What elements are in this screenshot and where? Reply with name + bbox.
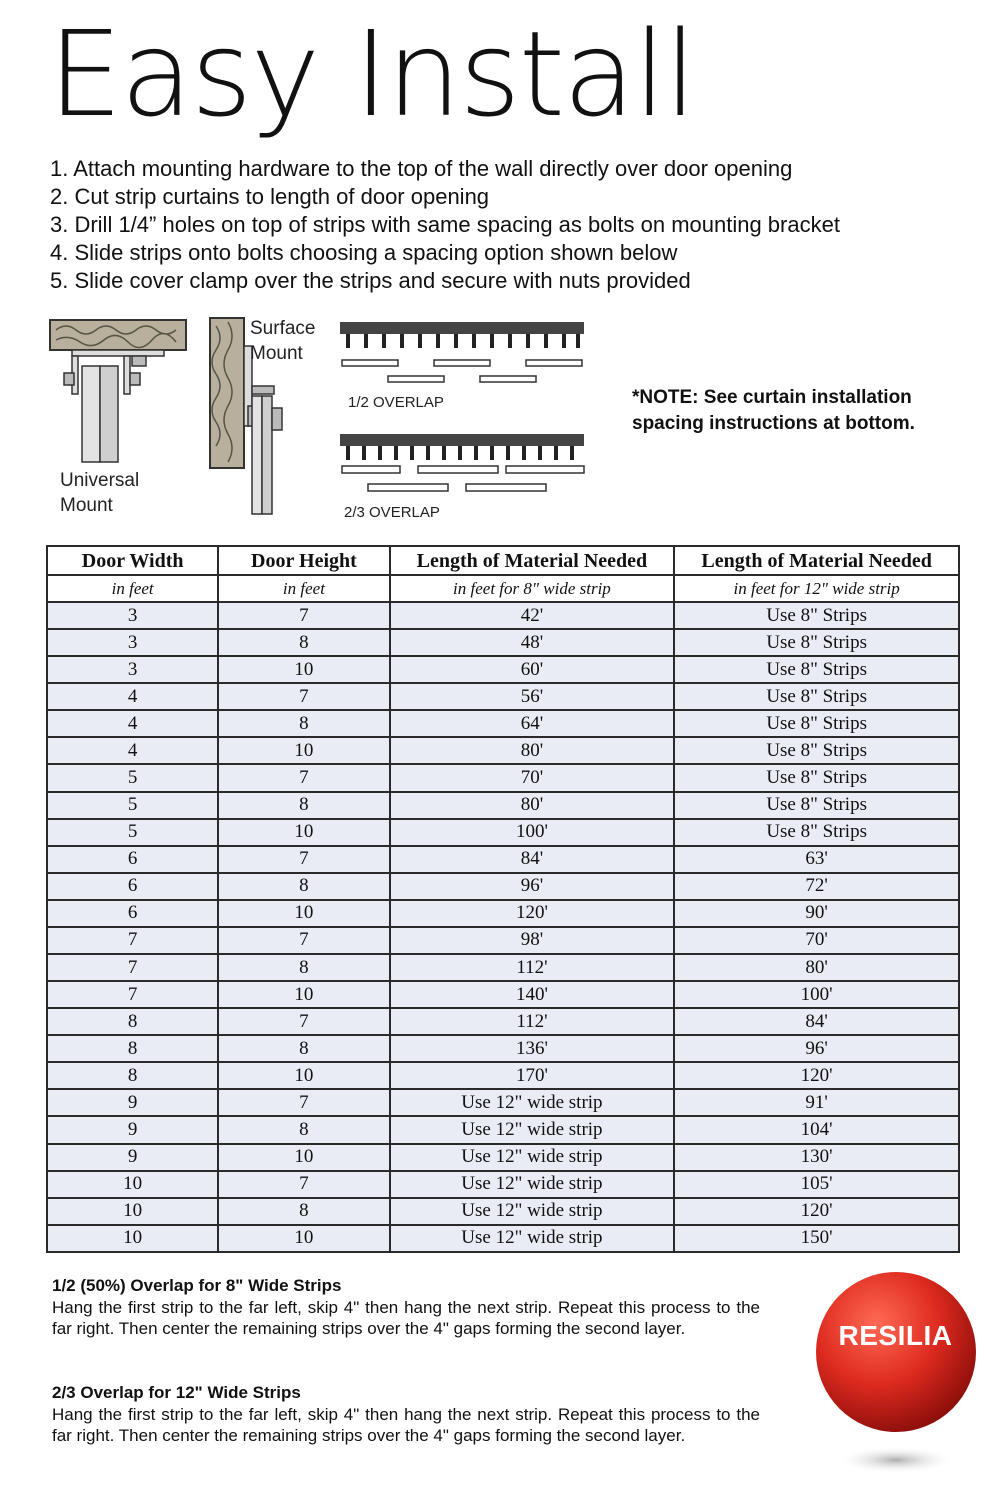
- units-material-12in: in feet for 12" wide strip: [674, 575, 959, 602]
- table-row: [47, 1062, 959, 1089]
- table-row: [47, 1089, 959, 1116]
- cell-material-12in: 91': [674, 1089, 959, 1116]
- cell-material-12in: Use 8" Strips: [674, 629, 959, 656]
- cell-door-width: 5: [47, 819, 218, 846]
- cell-material-12in: Use 8" Strips: [674, 710, 959, 737]
- universal-mount-label: [60, 468, 139, 518]
- table-row: [47, 1116, 959, 1143]
- cell-door-width: 3: [47, 656, 218, 683]
- table-row: [47, 737, 959, 764]
- cell-door-width: 10: [47, 1225, 218, 1252]
- cell-door-width: 9: [47, 1089, 218, 1116]
- table-row: [47, 683, 959, 710]
- cell-door-width: 8: [47, 1035, 218, 1062]
- table-row: [47, 792, 959, 819]
- cell-door-height: 8: [218, 954, 389, 981]
- step-2: 2. Cut strip curtains to length of door opening: [50, 184, 490, 209]
- cell-door-width: 3: [47, 629, 218, 656]
- cell-door-height: 10: [218, 1062, 389, 1089]
- table-row: [47, 656, 959, 683]
- instruction-body-half: Hang the first strip to the far left, skip 4" then hang the next strip. Repeat this process to the far right. Then center the remaining strips over the 4" gaps forming the second layer.: [52, 1297, 760, 1338]
- instruction-block-two-thirds: [52, 1382, 760, 1447]
- instruction-heading-two-thirds: 2/3 Overlap for 12" Wide Strips: [52, 1383, 301, 1402]
- cell-door-height: 8: [218, 1116, 389, 1143]
- two-thirds-overlap-label: 2/3 OVERLAP: [344, 504, 440, 521]
- cell-door-height: 10: [218, 656, 389, 683]
- table-row: [47, 819, 959, 846]
- cell-material-12in: 120': [674, 1198, 959, 1225]
- cell-door-height: 7: [218, 764, 389, 791]
- cell-door-width: 4: [47, 683, 218, 710]
- cell-door-height: 7: [218, 683, 389, 710]
- material-length-table: [46, 545, 960, 1253]
- table-row: [47, 1198, 959, 1225]
- page-title: Easy Install: [48, 5, 695, 143]
- cell-material-8in: Use 12" wide strip: [390, 1089, 675, 1116]
- mounting-diagrams: [40, 312, 620, 532]
- table-row: [47, 710, 959, 737]
- cell-material-12in: 70': [674, 927, 959, 954]
- header-door-height: Door Height: [218, 546, 389, 575]
- cell-material-12in: Use 8" Strips: [674, 737, 959, 764]
- cell-door-width: 5: [47, 792, 218, 819]
- cell-door-width: 6: [47, 846, 218, 873]
- cell-door-height: 10: [218, 737, 389, 764]
- cell-door-height: 8: [218, 710, 389, 737]
- cell-door-width: 9: [47, 1116, 218, 1143]
- cell-material-12in: 80': [674, 954, 959, 981]
- cell-material-8in: 112': [390, 954, 675, 981]
- table-row: [47, 954, 959, 981]
- cell-door-height: 8: [218, 629, 389, 656]
- note-line-2: spacing instructions at bottom.: [632, 413, 915, 434]
- table-row: [47, 764, 959, 791]
- cell-door-height: 8: [218, 792, 389, 819]
- header-material-12in: Length of Material Needed: [674, 546, 959, 575]
- cell-door-width: 10: [47, 1198, 218, 1225]
- table-row: [47, 873, 959, 900]
- instruction-body-two-thirds: Hang the first strip to the far left, skip 4" then hang the next strip. Repeat this process to the far right. Then center the remaining strips over the 4" gaps forming the second layer.: [52, 1404, 760, 1445]
- cell-door-height: 7: [218, 927, 389, 954]
- table-row: [47, 900, 959, 927]
- cell-material-12in: 96': [674, 1035, 959, 1062]
- cell-door-width: 7: [47, 927, 218, 954]
- cell-door-height: 7: [218, 602, 389, 629]
- cell-door-width: 4: [47, 737, 218, 764]
- cell-material-8in: 98': [390, 927, 675, 954]
- table-row: [47, 602, 959, 629]
- units-door-height: in feet: [218, 575, 389, 602]
- table-row: [47, 927, 959, 954]
- cell-material-8in: Use 12" wide strip: [390, 1144, 675, 1171]
- cell-door-width: 8: [47, 1008, 218, 1035]
- cell-door-height: 10: [218, 981, 389, 1008]
- cell-door-height: 7: [218, 846, 389, 873]
- cell-door-height: 10: [218, 1225, 389, 1252]
- cell-material-8in: 100': [390, 819, 675, 846]
- cell-material-12in: 130': [674, 1144, 959, 1171]
- two-thirds-overlap-diagram: [338, 430, 588, 502]
- cell-material-8in: 56': [390, 683, 675, 710]
- cell-door-height: 8: [218, 1198, 389, 1225]
- cell-material-8in: 120': [390, 900, 675, 927]
- surface-mount-label-line1: Surface: [250, 318, 316, 339]
- cell-material-8in: Use 12" wide strip: [390, 1198, 675, 1225]
- step-3: 3. Drill 1/4” holes on top of strips with same spacing as bolts on mounting bracket: [50, 212, 840, 237]
- installation-note: [632, 385, 915, 437]
- cell-material-8in: 48': [390, 629, 675, 656]
- cell-door-height: 8: [218, 1035, 389, 1062]
- cell-material-8in: 60': [390, 656, 675, 683]
- cell-door-width: 7: [47, 981, 218, 1008]
- cell-material-12in: 104': [674, 1116, 959, 1143]
- cell-material-12in: 120': [674, 1062, 959, 1089]
- cell-material-12in: 105': [674, 1171, 959, 1198]
- cell-door-width: 3: [47, 602, 218, 629]
- header-material-8in: Length of Material Needed: [390, 546, 675, 575]
- half-overlap-label: 1/2 OVERLAP: [348, 394, 444, 411]
- cell-door-height: 8: [218, 873, 389, 900]
- cell-material-8in: 42': [390, 602, 675, 629]
- cell-door-height: 10: [218, 819, 389, 846]
- cell-material-12in: Use 8" Strips: [674, 683, 959, 710]
- table-row: [47, 1144, 959, 1171]
- cell-material-12in: 150': [674, 1225, 959, 1252]
- cell-door-height: 7: [218, 1008, 389, 1035]
- cell-material-8in: 140': [390, 981, 675, 1008]
- cell-material-8in: 84': [390, 846, 675, 873]
- universal-mount-label-line2: Mount: [60, 495, 113, 516]
- cell-material-12in: 90': [674, 900, 959, 927]
- surface-mount-label: [250, 316, 315, 366]
- instruction-heading-half: 1/2 (50%) Overlap for 8" Wide Strips: [52, 1276, 342, 1295]
- cell-material-8in: 80': [390, 792, 675, 819]
- table-row: [47, 629, 959, 656]
- cell-material-12in: Use 8" Strips: [674, 602, 959, 629]
- units-door-width: in feet: [47, 575, 218, 602]
- cell-material-12in: Use 8" Strips: [674, 819, 959, 846]
- cell-door-height: 7: [218, 1089, 389, 1116]
- note-line-1: *NOTE: See curtain installation: [632, 387, 912, 408]
- cell-door-width: 9: [47, 1144, 218, 1171]
- universal-mount-label-line1: Universal: [60, 470, 140, 491]
- half-overlap-diagram: [338, 318, 588, 388]
- cell-material-12in: Use 8" Strips: [674, 792, 959, 819]
- units-material-8in: in feet for 8" wide strip: [390, 575, 675, 602]
- cell-material-12in: 100': [674, 981, 959, 1008]
- step-4: 4. Slide strips onto bolts choosing a spacing option shown below: [50, 240, 678, 265]
- cell-door-height: 10: [218, 1144, 389, 1171]
- resilia-logo: [808, 1270, 983, 1485]
- cell-material-12in: 63': [674, 846, 959, 873]
- table-body: [47, 602, 959, 1252]
- cell-material-8in: 80': [390, 737, 675, 764]
- logo-text: RESILIA: [838, 1320, 953, 1351]
- install-steps: [50, 155, 840, 295]
- universal-mount-illustration: [48, 318, 208, 468]
- table-row: [47, 1008, 959, 1035]
- cell-door-height: 7: [218, 1171, 389, 1198]
- cell-material-8in: 70': [390, 764, 675, 791]
- table-row: [47, 1225, 959, 1252]
- table-row: [47, 1035, 959, 1062]
- cell-material-8in: 136': [390, 1035, 675, 1062]
- logo-sphere: [808, 1270, 983, 1485]
- cell-material-8in: Use 12" wide strip: [390, 1171, 675, 1198]
- cell-door-width: 8: [47, 1062, 218, 1089]
- cell-material-12in: 72': [674, 873, 959, 900]
- header-door-width: Door Width: [47, 546, 218, 575]
- cell-door-width: 6: [47, 900, 218, 927]
- cell-material-8in: 96': [390, 873, 675, 900]
- table-row: [47, 981, 959, 1008]
- cell-material-12in: 84': [674, 1008, 959, 1035]
- surface-mount-label-line2: Mount: [250, 343, 303, 364]
- instruction-block-half: [52, 1275, 760, 1340]
- cell-material-8in: 170': [390, 1062, 675, 1089]
- table-row: [47, 846, 959, 873]
- step-1: 1. Attach mounting hardware to the top of the wall directly over door opening: [50, 156, 793, 181]
- cell-material-8in: 112': [390, 1008, 675, 1035]
- cell-door-width: 7: [47, 954, 218, 981]
- cell-door-height: 10: [218, 900, 389, 927]
- cell-material-12in: Use 8" Strips: [674, 764, 959, 791]
- cell-door-width: 10: [47, 1171, 218, 1198]
- cell-material-8in: 64': [390, 710, 675, 737]
- cell-door-width: 6: [47, 873, 218, 900]
- cell-door-width: 5: [47, 764, 218, 791]
- table-row: [47, 1171, 959, 1198]
- cell-door-width: 4: [47, 710, 218, 737]
- step-5: 5. Slide cover clamp over the strips and secure with nuts provided: [50, 268, 691, 293]
- cell-material-8in: Use 12" wide strip: [390, 1116, 675, 1143]
- cell-material-8in: Use 12" wide strip: [390, 1225, 675, 1252]
- cell-material-12in: Use 8" Strips: [674, 656, 959, 683]
